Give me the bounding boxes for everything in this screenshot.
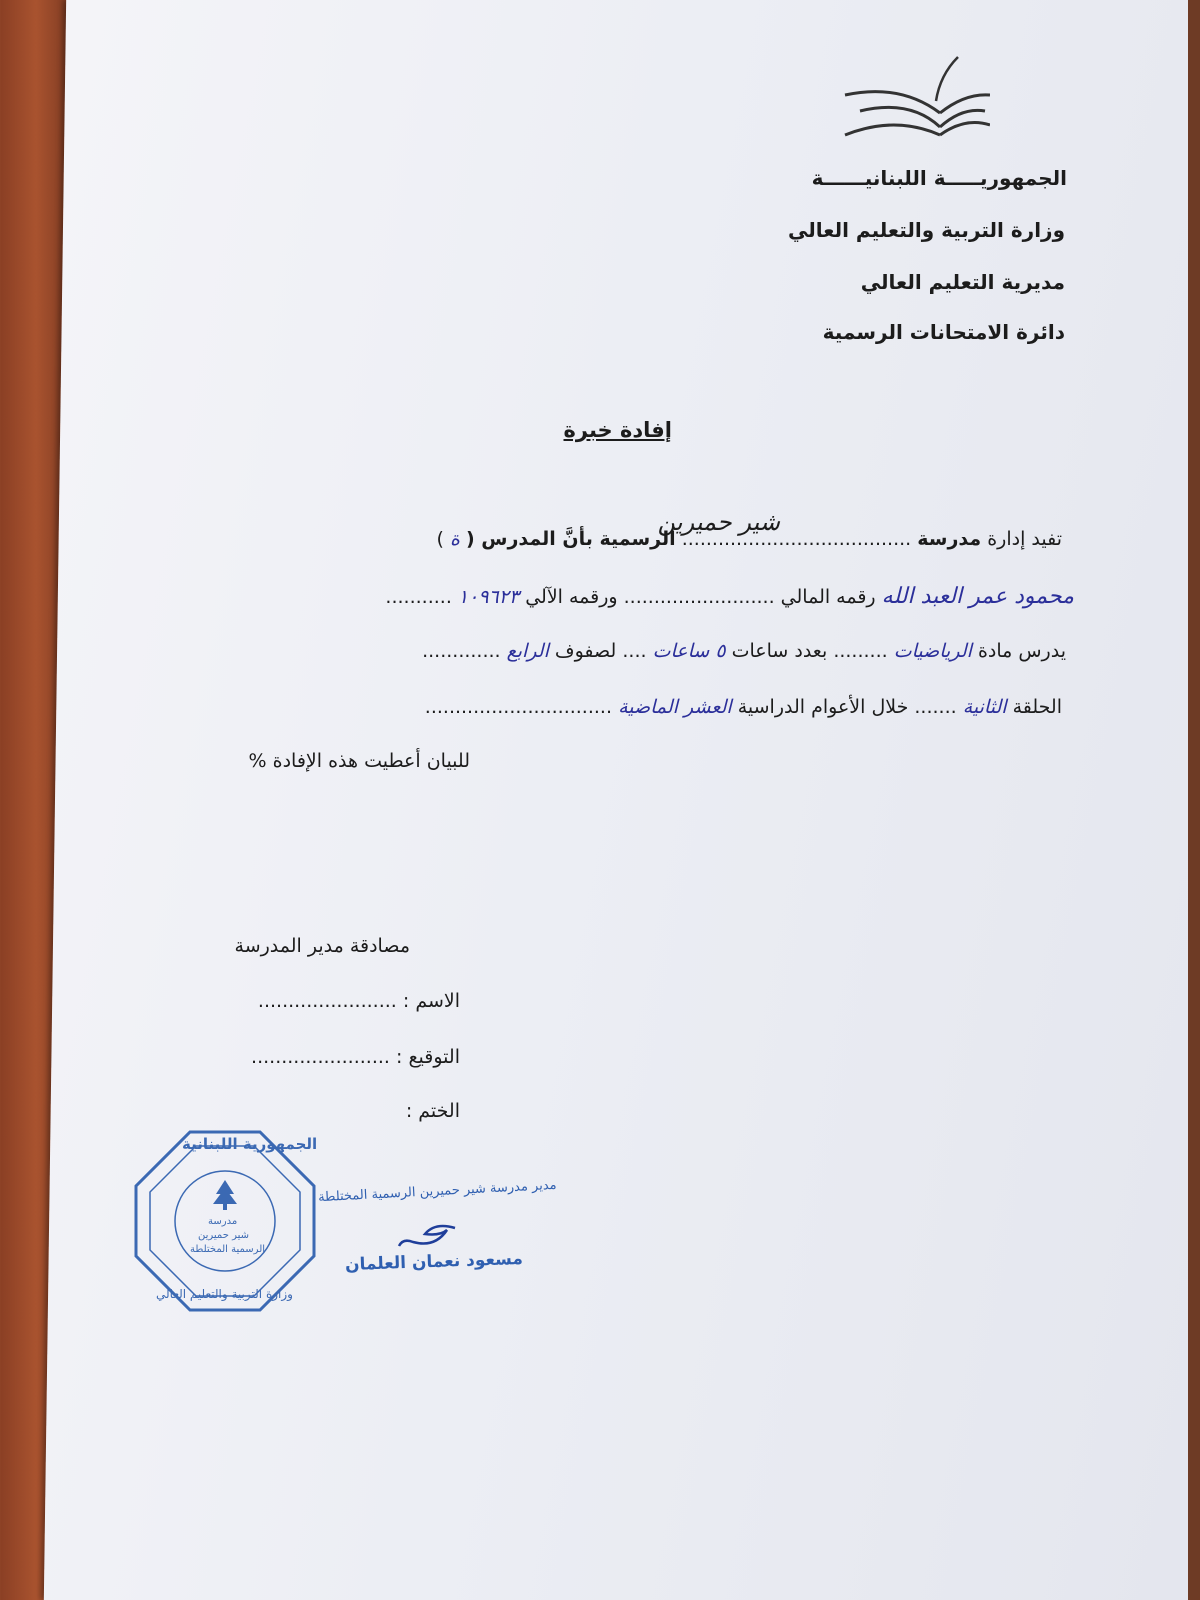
handwritten-years: العشر الماضية: [618, 696, 732, 718]
cedar-icon: [213, 1180, 237, 1204]
background-edge: [1188, 0, 1200, 1600]
seal-label: الختم :: [405, 1100, 460, 1122]
stamp-inner-1: مدرسة: [208, 1216, 238, 1227]
document-title: إفادة خبرة: [563, 418, 672, 442]
row1-prefix: تفيد إدارة: [987, 528, 1062, 550]
financial-label: رقمه المالي: [780, 586, 876, 608]
row1-suffix: الرسمية بأنَّ المدرس (: [465, 528, 676, 550]
row3-trailing-dots: .............: [422, 640, 501, 662]
approval-title: مصادقة مدير المدرسة: [234, 935, 410, 957]
handwritten-name: محمود عمر العبد الله: [881, 584, 1074, 609]
handwritten-hours: ٥ ساعات: [652, 640, 726, 662]
cycle-label: الحلقة: [1012, 696, 1062, 718]
header-directorate: مديرية التعليم العالي: [860, 270, 1065, 294]
name-label: الاسم :: [402, 990, 460, 1012]
hours-label: بعدد ساعات: [731, 640, 828, 662]
stamp-inner-3: الرسمية المختلطة: [190, 1244, 266, 1255]
signature-label: التوقيع :: [396, 1046, 460, 1068]
director-name: مسعود نعمان العلمان: [344, 1248, 524, 1276]
handwritten-school: شير حميرين: [657, 508, 780, 536]
row4-trailing-dots: ...............................: [424, 696, 613, 718]
handwritten-subject: الرياضيات: [893, 640, 972, 662]
director-stamp-line: مدير مدرسة شير حميرين الرسمية المختلطة: [317, 1177, 557, 1206]
closing-statement: للبيان أعطيت هذه الإفادة %: [248, 750, 470, 772]
financial-dots: .........................: [623, 586, 775, 608]
subject-label: يدرس مادة: [977, 640, 1066, 662]
approval-name-row: [258, 990, 460, 1012]
name-dots: .......................: [257, 990, 397, 1012]
stamp-inner-2: شير حميرين: [198, 1230, 249, 1241]
header-ministry: وزارة التربية والتعليم العالي: [788, 218, 1065, 242]
body-row-2: [385, 584, 1074, 609]
open-book-logo: [840, 55, 990, 150]
row1-gender: ة: [449, 528, 460, 550]
row1-close: ): [436, 528, 444, 550]
header-republic: الجمهوريـــــة اللبنانيــــــة: [811, 166, 1067, 190]
years-label: خلال الأعوام الدراسية: [737, 696, 909, 718]
body-row-4: الحلقة الثانية ....... خلال الأعوام الدراسية العشر الماضية ...............................: [424, 696, 1062, 718]
handwritten-classes: الرابع: [506, 640, 549, 662]
stamp-outer-bottom: وزارة التربية والتعليم العالي: [156, 1287, 293, 1301]
handwritten-cycle: الثانية: [962, 696, 1007, 718]
handwritten-number: ١٠٩٦٢٣: [457, 586, 520, 608]
row1-dots: ......................................: [681, 528, 912, 550]
school-stamp: [132, 1128, 318, 1314]
stamp-outer-top: الجمهورية اللبنانية: [182, 1135, 318, 1153]
body-row-3: يدرس مادة الرياضيات ......... بعدد ساعات ٥ ساعات .... لصفوف الرابع .............: [422, 640, 1066, 662]
header-department: دائرة الامتحانات الرسمية: [822, 320, 1065, 344]
row1-school-word: مدرسة: [917, 528, 982, 550]
signature-dots: .......................: [251, 1046, 390, 1068]
handwritten-signature: [395, 1218, 465, 1252]
classes-label: لصفوف: [554, 640, 617, 662]
approval-signature-row: [251, 1046, 460, 1068]
computer-label: ورقمه الآلي: [525, 586, 618, 608]
row2-trailing-dots: ...........: [385, 586, 452, 608]
